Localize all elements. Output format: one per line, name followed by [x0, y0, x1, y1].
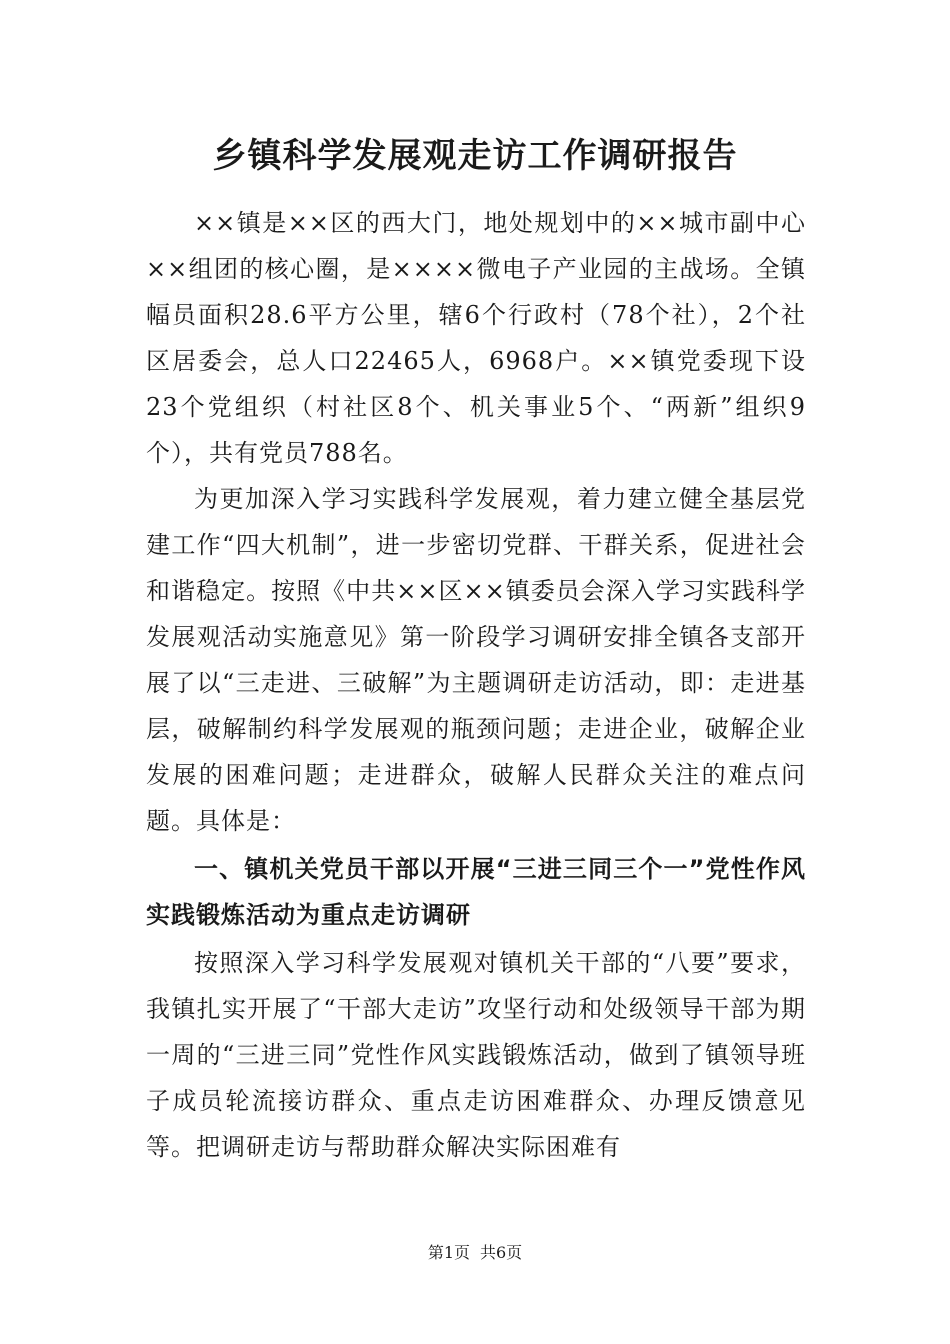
document-title: 乡镇科学发展观走访工作调研报告	[212, 136, 738, 176]
document-body	[146, 200, 806, 1170]
paragraph-background: 为更加深入学习实践科学发展观，着力建立健全基层党建工作“四大机制”，进一步密切党群、干群关系，促进社会和谐稳定。按照《中共××区××镇委员会深入学习实践科学发展观活动实施意见》第一阶段学习调研安排全镇各支部开展了以“三走进、三破解”为主题调研走访活动，即：走进基层，破解制约科学发展观的瓶颈问题；走进企业，破解企业发展的困难问题；走进群众，破解人民群众关注的难点问题。具体是：	[146, 485, 806, 835]
paragraph-section-one: 按照深入学习科学发展观对镇机关干部的“八要”要求，我镇扎实开展了“干部大走访”攻坚行动和处级领导干部为期一周的“三进三同”党性作风实践锻炼活动，做到了镇领导班子成员轮流接访群众、重点走访困难群众、办理反馈意见等。把调研走访与帮助群众解决实际困难有	[146, 949, 806, 1161]
page-total: 共6页	[480, 1243, 523, 1262]
paragraph-intro: ××镇是××区的西大门，地处规划中的××城市副中心××组团的核心圈，是××××微电子产业园的主战场。全镇幅员面积28.6平方公里，辖6个行政村（78个社），2个社区居委会，总人口22465人，6968户。××镇党委现下设23个党组织（村社区8个、机关事业5个、“两新”组织9个），共有党员788名。	[146, 209, 806, 467]
section-heading: 一、镇机关党员干部以开展“三进三同三个一”党性作风实践锻炼活动为重点走访调研	[146, 855, 806, 929]
page-number: 第1页	[427, 1243, 470, 1262]
page-footer	[0, 1241, 950, 1265]
